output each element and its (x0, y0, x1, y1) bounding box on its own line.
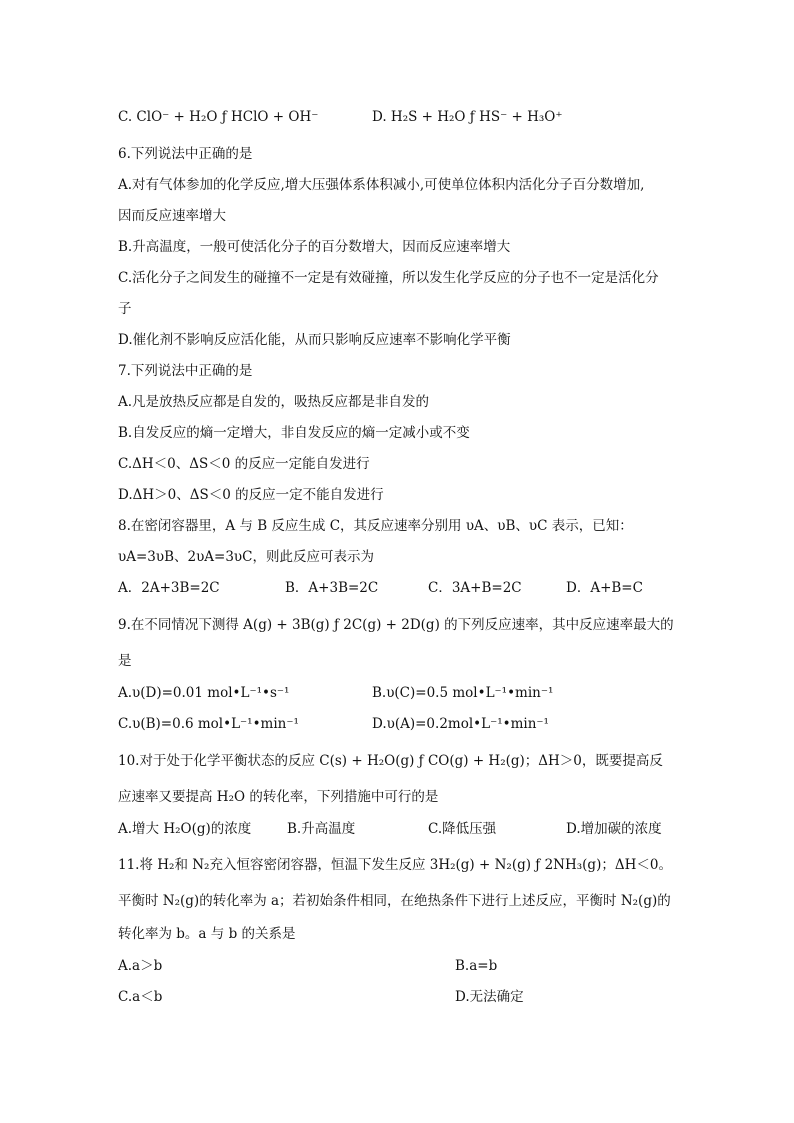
q6-stem: 6.下列说法中正确的是 (118, 146, 253, 162)
q9-option-a: A.υ(D)=0.01 mol•L⁻¹•s⁻¹ (118, 685, 290, 701)
q10-stem-line2: 应速率又要提高 H₂O 的转化率，下列措施中可行的是 (118, 789, 439, 805)
q10-option-d: D.增加碳的浓度 (566, 821, 662, 837)
q7-option-d: D.ΔH＞0、ΔS＜0 的反应一定不能自发进行 (118, 487, 384, 503)
q9-stem-line1: 9.在不同情况下测得 A(g) + 3B(g) ƒ 2C(g) + 2D(g) 的下列反应速率，其中反应速率最大的 (118, 617, 674, 633)
q11-stem-line1: 11.将 H₂和 N₂充入恒容密闭容器，恒温下发生反应 3H₂(g) + N₂(g) ƒ 2NH₃(g)；ΔH＜0。 (118, 857, 672, 873)
q8-option-c: C．3A+B=2C (428, 580, 522, 596)
q11-option-b: B.a=b (455, 958, 498, 974)
q11-stem-line3: 转化率为 b。a 与 b 的关系是 (118, 926, 296, 942)
q10-option-b: B.升高温度 (287, 821, 356, 837)
q11-stem-line2: 平衡时 N₂(g)的转化率为 a；若初始条件相同，在绝热条件下进行上述反应，平衡时 N₂(g)的 (118, 893, 671, 909)
q7-option-b: B.自发反应的熵一定增大，非自发反应的熵一定减小或不变 (118, 425, 470, 441)
q5-option-c: C. ClO⁻ + H₂O ƒ HClO + OH⁻ (118, 109, 319, 125)
q9-option-b: B.υ(C)=0.5 mol•L⁻¹•min⁻¹ (372, 685, 554, 701)
q6-option-d: D.催化剂不影响反应活化能，从而只影响反应速率不影响化学平衡 (118, 332, 511, 348)
q10-option-c: C.降低压强 (428, 821, 497, 837)
q8-option-a: A．2A+3B=2C (118, 580, 220, 596)
q9-option-c: C.υ(B)=0.6 mol•L⁻¹•min⁻¹ (118, 716, 299, 732)
q8-stem-line2: υA=3υB、2υA=3υC，则此反应可表示为 (118, 549, 374, 565)
q6-option-a-line2: 因而反应速率增大 (118, 208, 226, 224)
q6-option-c-line2: 子 (118, 301, 132, 317)
q10-option-a: A.增大 H₂O(g)的浓度 (118, 821, 252, 837)
q11-option-a: A.a＞b (118, 958, 163, 974)
q6-option-a-line1: A.对有气体参加的化学反应,增大压强体系体积减小,可使单位体积内活化分子百分数增加, (118, 177, 645, 193)
q7-stem: 7.下列说法中正确的是 (118, 363, 253, 379)
q7-option-a: A.凡是放热反应都是自发的，吸热反应都是非自发的 (118, 394, 430, 410)
q9-stem-line2: 是 (118, 653, 132, 669)
q8-option-d: D．A+B=C (566, 580, 643, 596)
q9-option-d: D.υ(A)=0.2mol•L⁻¹•min⁻¹ (372, 716, 549, 732)
q10-stem-line1: 10.对于处于化学平衡状态的反应 C(s) + H₂O(g) ƒ CO(g) + H₂(g)；ΔH＞0，既要提高反 (118, 753, 663, 769)
q5-option-d: D. H₂S + H₂O ƒ HS⁻ + H₃O⁺ (372, 109, 563, 125)
q6-option-c-line1: C.活化分子之间发生的碰撞不一定是有效碰撞，所以发生化学反应的分子也不一定是活化分 (118, 270, 659, 286)
q8-option-b: B．A+3B=2C (285, 580, 379, 596)
q11-option-c: C.a＜b (118, 989, 163, 1005)
q7-option-c: C.ΔH＜0、ΔS＜0 的反应一定能自发进行 (118, 456, 370, 472)
q8-stem-line1: 8.在密闭容器里，A 与 B 反应生成 C，其反应速率分别用 υA、υB、υC 表示，已知： (118, 518, 633, 534)
q11-option-d: D.无法确定 (455, 989, 524, 1005)
q6-option-b: B.升高温度，一般可使活化分子的百分数增大，因而反应速率增大 (118, 239, 511, 255)
